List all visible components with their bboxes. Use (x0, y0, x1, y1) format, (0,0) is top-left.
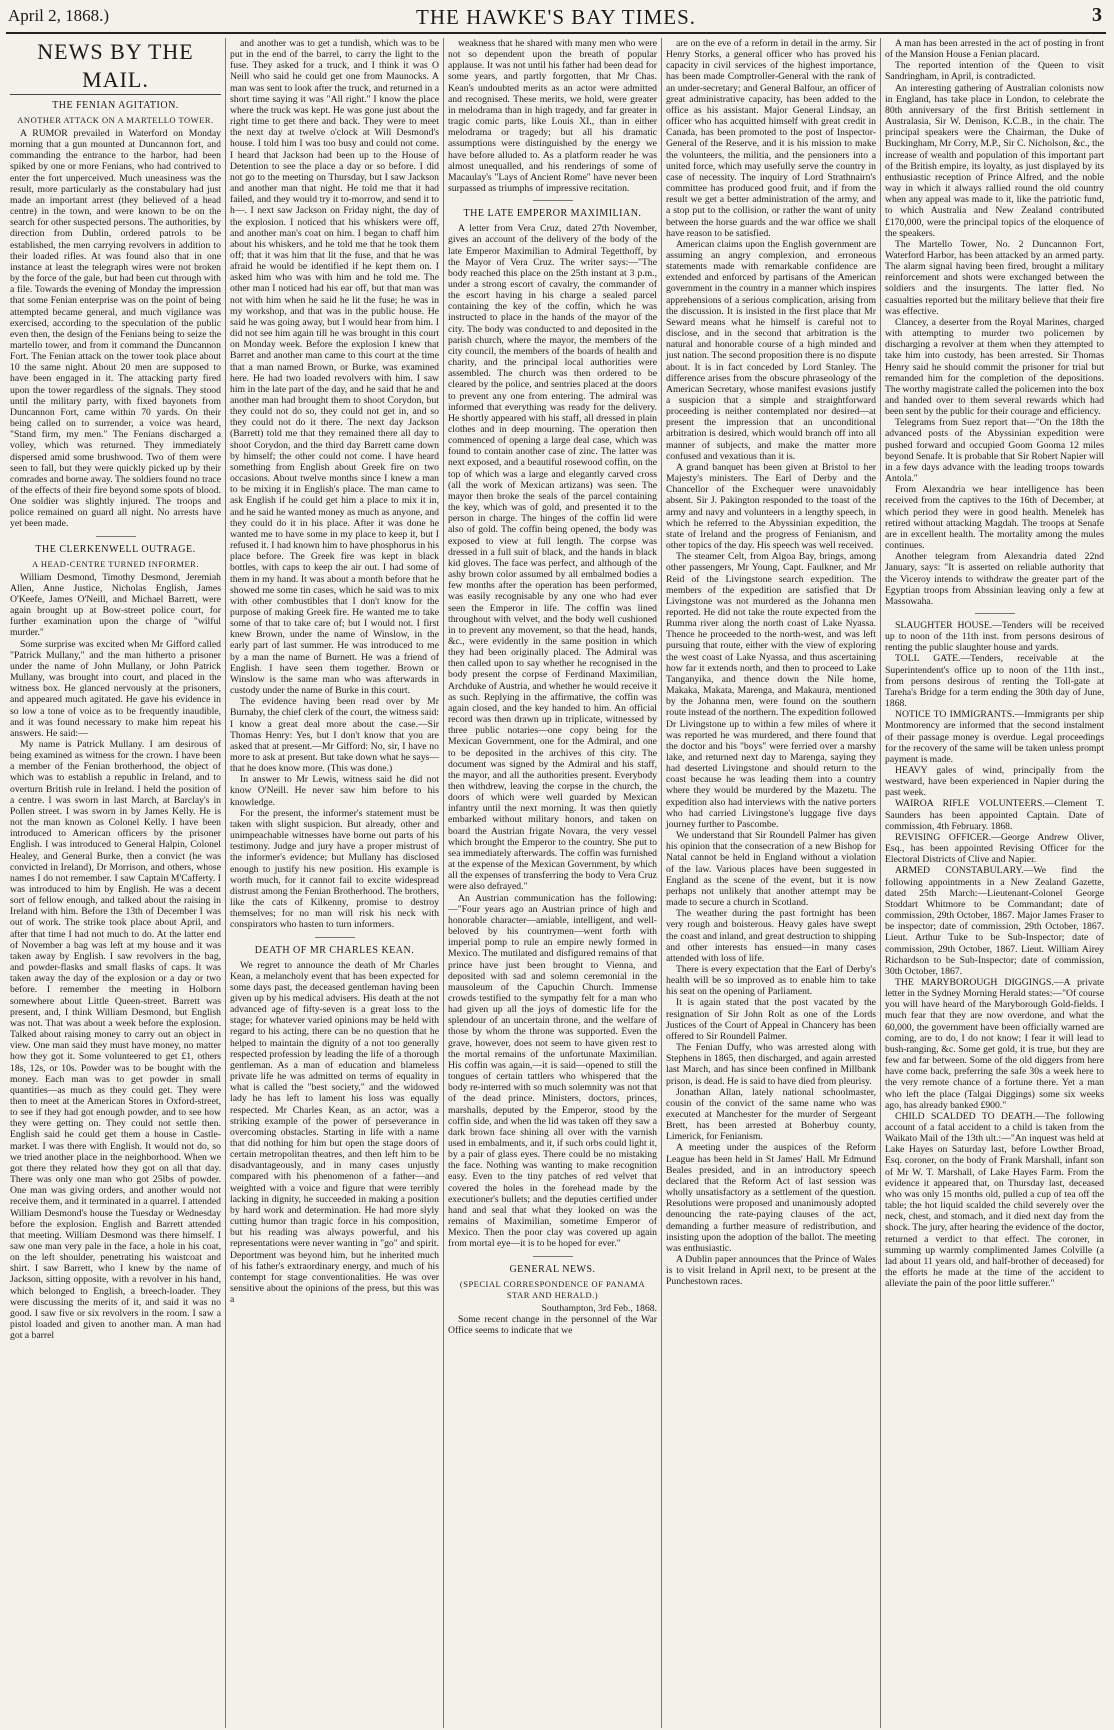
article-paragraph: TOLL GATE.—Tenders, receivable at the Superintendent's office up to noon of the 11th inst., from persons desirous of renting the Toll-gate at Tareha's Bridge for a term ending the 30th day of June, 1868. (885, 653, 1104, 710)
column-1 (6, 38, 225, 1728)
article-subtitle: (SPECIAL CORRESPONDENCE OF PANAMA STAR AND HERALD.) (459, 1278, 646, 1300)
article-paragraph: From Alexandria we hear intelligence has been received from the captives to the 16th of December, at which period they were in good health. Menelek has retired without attacking Magdah. The troops at Senafe are in excellent health. The mortality among the mules continues. (885, 484, 1104, 552)
divider (315, 937, 355, 938)
article-paragraph: SLAUGHTER HOUSE.—Tenders will be received up to noon of the 11th inst. from persons desirous of renting the public slaughter house and yards. (885, 619, 1104, 654)
article-paragraph: The weather during the past fortnight has been very rough and boisterous. Heavy gales have swept the coast and inland, and great destruction to shipping and other interests has ensued—in many cases attended with loss of life. (666, 908, 876, 964)
article-paragraph: Jonathan Allan, lately national schoolmaster, cousin of the convict of the same name who was executed at Manchester for the murder of Sergeant Brett, has been arrested at Boherbuy county, Limerick, for Fenianism. (666, 1086, 876, 1143)
article-paragraph: American claims upon the English government are assuming an angry complexion, and erroneous statements made with remarkable confidence are extended and enforced by partisans of the American government in the country in a manner which inspires apprehensions of a serious complication, arising from the discussion. It is insisted in the first place that Mr Seward means what he himself is careful not to disclose, and in the second that arbitration is the natural and honorable course of a high minded and just nation. The second proposition there is no dispute about. It is in fact conceded by Lord Stanley. The difference arises from the obscure phraseology of the American Secretary, whose manifest evasions justify a suspicion that a simple and straightforward proceeding is neither contemplated nor desired—at present the impression that an unconditional arbitration is desired, which would branch off into all manner of subjects, and make the matter more confused and vexatious than it is. (666, 238, 876, 462)
newspaper-columns (6, 38, 1108, 1728)
article-paragraph: HEAVY gales of wind, principally from the westward, have been experienced in Napier during the past week. (885, 765, 1104, 799)
article-paragraph: William Desmond, Timothy Desmond, Jeremiah Allen, Anne Justice, Nicholas English, James O'Keefe, James O'Neill, and Michael Barrett, were again brought up at Bow-street police court, for further examination upon the charge of "wilful murder." (10, 571, 221, 639)
issue-date: April 2, 1868.) (8, 6, 110, 25)
article-paragraph: The reported intention of the Queen to visit Sandringham, in April, is contradicted. (885, 60, 1104, 83)
article-paragraph: THE MARYBOROUGH DIGGINGS.—A private letter in the Sydney Morning Herald states:—"Of course you will have heard of the Maryborough Gold-fields. I much fear that they are now overdone, and what the 60,000, the government have been officially warned are coming, are to do, I do not know; I fear it will lead to bush-ranging, &c. Some get gold, it is true, but they are few and far between. Some of the old diggers from here have come back, preferring the safe 30s a week here to the very remote chance of a fortune there. Yet a man who left the place (Talgai Diggings) some six weeks ago, has already banked £900." (885, 976, 1104, 1111)
article-title: THE CLERKENWELL OUTRAGE. (35, 543, 196, 555)
newspaper-title: THE HAWKE'S BAY TIMES. (416, 5, 696, 29)
article-subtitle: ANOTHER ATTACK ON A MARTELLO TOWER. (17, 115, 214, 125)
article-title: THE LATE EMPEROR MAXIMILIAN. (463, 208, 642, 220)
article-paragraph: Some surprise was excited when Mr Gifford called "Patrick Mullany," and the man hitherto a prisoner under the name of John Mullany, or John Patrick Mullany, was brought into court, and placed in the witness box. He glanced nervously at the prisoners, and appeared much agitated. He gave his evidence in so low a tone of voice as to be frequently inaudible, and it was found necessary to make him repeat his answers. He said:— (10, 638, 221, 739)
article-title: THE FENIAN AGITATION. (52, 100, 179, 111)
article-paragraph: We regret to announce the death of Mr Charles Kean, a melancholy event that has been expected for some days past, the deceased gentleman having been given up by his medical advisers. His death at the not advanced age of fifty-seven is a great loss to the stage; for whatever varied opinions may be held with regard to his acting, there can be no question that he helped to maintain the dignity of a not too generally respected profession by leading the life of a thorough gentleman. As a man of education and blameless private life he was admitted on terms of equality in what is called the "best society," and the widowed lady he has left to lament his loss was equally respected. Mr Charles Kean, as an actor, was a striking example of the power of perseverance in overcoming obstacles. Starting in life with a name that did nothing for him but open the stage doors of certain metropolitan theatres, and then left him to be disadvantageously, and in many cases unjustly compared with his phenomenon of a father—and weighted with a voice and figure that were terribly lacking in dignity, he succeeded in making a position by hard work and determination. He had more slyly cutting humor than tragic force in his composition, but his reading was always powerful, and his representations were never wanting in "go" and spirit. Deportment was beyond him, but he inherited much of his father's extraordinary energy, and much of his contempt for stage conventionalities. He was over sensitive about the opinions of the press, but this was a (230, 959, 439, 1306)
masthead (6, 2, 1106, 34)
article-paragraph: For the present, the informer's statement must be taken with slight suspicion. But already, other and unimpeachable witnesses have borne out parts of his testimony. Judge and jury have a proper mistrust of the informer's evidence; but Mullany has disclosed enough to justify his new position. His example is worth much, for it cannot fail to excite widespread distrust among the Fenian Brotherhood. The brothers, like the cats of Kilkenny, promise to destroy themselves; for no man will risk his neck with conspirators who hasten to turn informers. (230, 807, 439, 931)
article-paragraph: A man has been arrested in the act of posting in front of the Mansion House a Fenian placard. (885, 38, 1104, 61)
dateline: Southampton, 3rd Feb., 1868. (541, 1302, 657, 1314)
article-paragraph: A meeting under the auspices of the Reform League has been held in St James' Hall. Mr Edmund Beales presided, and in an introductory speech declared that the Reform Act of last session was wholly unsatisfactory as a settlement of the question. Resolutions were proposed and unanimously adopted denouncing the rate-paying clauses of the act, demanding a further measure of redistribution, and insisting upon the adoption of the ballot. The meeting was enthusiastic. (666, 1142, 876, 1254)
divider (975, 613, 1015, 614)
column-3 (443, 38, 661, 1728)
article-paragraph: weakness that he shared with many men who were not so dependent upon the breath of popular applause. It was not until his father had been dead for some years, and partly forgotten, that Mr Chas. Kean's undoubted merits as an actor were admitted and recognised. These merits, we hold, were greater in melodrama than in high tragedy, and far greater in tragic comic parts, like Louis XI., than in either melodrama or tragedy; but all his dramatic assumptions were distinguished by the energy we have before alluded to. As a platform reader he was almost unequalled, and his renderings of some of Macaulay's "Lays of Ancient Rome" have never been surpassed as triumphs of impressive recitation. (448, 38, 657, 195)
article-paragraph: Some recent change in the personnel of the War Office seems to indicate that we (448, 1313, 657, 1336)
article-paragraph: The evidence having been read over by Mr Burnaby, the chief clerk of the court, the witness said: I know a great deal more about the case.—Sir Thomas Henry: Yes, but I don't know that you are asked that at present.—Mr Gifford: No, sir, I have no more to ask at present. But take down what he says—that he does know more. (This was done.) (230, 696, 439, 775)
column-2 (225, 38, 443, 1728)
article-paragraph: and another was to get a tundish, which was to be put in the end of the barrel, to carry the light to the fuse. They asked for a truck, and I think it was O Neill who said he could get one from Maunocks. A man was sent to look after the truck, and returned in a short time saying it was "All right." I know the place where the truck was kept. He was gone just about the right time to get there and back. They were to meet the next day at twelve o'clock at Will Desmond's house. I told him I was too busy and could not come. I heard that Jackson had been up to the House of Detention to see the place a day or so before. I did not go to the meeting on Thursday, but I saw Jackson and another man that night. He told me that it had failed, and they would try it to-morrow, and send it to h—. I next saw Jackson on Friday night, the day of the explosion. I noticed that his whiskers were off, and another man's coat on him. I began to chaff him about his whiskers, and he told me that he took them off; that it was him that lit the fuse, and that he was afraid he would be identified if he kept them on. I asked him who was with him and he told me. The other man I noticed had his ear off, but that man was not with him when he said he lit the fuse; he was in my workshop, and that was in the public house. He said he was going away, but I would hear from him. I did not see him again till he was brought in this court on Monday week. Before the explosion I knew that Barret and another man came to this court at the time that a man named Brown, or Burke, was examined here. He had two loaded revolvers with him. I saw him in the late part of the day, and he said that he and another man had brought them to shoot Corydon, but they could not do so, they could not get in, and so they could not do it there. The next day Jackson (Barrett) told me that they remained there all day to shoot Corydon, and the third day Barrett came down by himself; the other could not come. I have heard something from English about Greek fire on two occasions. About twelve months since I knew a man to be mixing it in English's place. The man came to ask English if he could get him a place to mix it in, and he said he wanted money as much as anyone, and they could do it in his place. After it was done he wanted me to have some in my place to keep it, but I refused it. I had known him to have phosphorus in his place before. The Greek fire was kept in black bottles, with caps to keep the air out. I had some of them in my hand. It was about a month before that he showed me some tin cases, which he said was to mix with other combustibles that I don't know for the purpose of making Greek fire. He wanted me to take some of that to take care of; but I would not. I first knew Brown, under the name of Winslow, in the early part of last summer. He was introduced to me by a man the name of Burnett. He was a friend of English. I have seen them together. Brown or Winslow is the same man who was afterwards in custody under the name of Burke in this court. (230, 38, 439, 697)
section-heading: NEWS BY THE MAIL. (10, 38, 221, 95)
article-paragraph: An interesting gathering of Australian colonists now in England, has take place in London, to celebrate the 80th anniversary of the first British settlement in Australasia, Sir W. Denison, K.C.B., in the chair. The principal speakers were the Chairman, the Duke of Buckingham, Mr Corry, M.P., Sir C. Nicholson, &c., the increase of wealth and population of this important part of the British empire, its loyalty, as just displayed by its enthusiastic reception of Prince Alfred, and the noble way in which it always rallied round the old country when any appeal was made to it, like the patriotic fund, to which Australia and New Zealand contributed £170,000, were the principal topics of the eloquence of the speakers. (885, 82, 1104, 239)
article-paragraph: ARMED CONSTABULARY.—We find the following appointments in a New Zealand Gazette, dated 25th March:—Lieutenant-Colonel George Stoddart Whitmore to be Commandant; date of commission, 29th October, 1867. Major James Fraser to be inspector; date of commission, 29th October, 1867. Lieut. Arthur Tuke to be Sub-Inspector; date of commission, 29th October, 1867. Lieut. William Airey Richardson to be Sub-Inspector; date of commission, 30th October, 1867. (885, 865, 1104, 977)
divider (533, 200, 573, 201)
article-paragraph: A letter from Vera Cruz, dated 27th November, gives an account of the delivery of the body of the late Emperor Maximilian to Admiral Tegetthoff, by the Mayor of Vera Cruz. The writer says:—"The body reached this place on the 25th instant at 3 p.m., under a strong escort of cavalry, the commander of the escort having in his charge a sealed parcel containing the key of the coffin, which he was instructed to place in the hands of the mayor of the city. The body was conducted to and deposited in the parish church, where the mayor, the members of the city council, the members of the boards of health and charity, and the principal local authorities were assembled. The church was then ordered to be cleared by the police, and sentries placed at the doors to prevent any one from entering. The admiral was informed that everything was ready for the delivery. He shortly appeared with his staff, all dressed in plain clothes and in deep mourning. The operation then commenced of opening a large deal case, which was found to contain another case of zinc. The latter was next exposed, and a beautiful rosewood coffin, on the top of which was a large and elegantly carved cross (all the work of Mexican artizans) was seen. The mayor then broke the seals of the parcel containing the key, which was of gold, and presented it to the person in charge. The hinges of the coffin lid were also of gold. The coffin being opened, the body was exposed to view at full length. The corpse was dressed in a full suit of black, and the hands in black kid gloves. The face was perfect, and although of the ashy brown color assumed by all embalmed bodies a few months after the operation has been performed, was easily recognisable by any one who had ever seen the Emperor in life. The coffin was lined throughout with velvet, and the body well cushioned in to prevent any movement, so that the head, hands, &c., were evidently in the same position in which they had been originally placed. The Admiral was then called upon to say whether he recognised in the body present the corpse of Ferdinand Maximilian, Archduke of Austria, and whether he would receive it as such. Replying in the affirmative, the coffin was again closed, and the key handed to him. An official record was then drawn up in triplicate, witnessed by three public notaries—one copy being for the Mexican Government, one for the Admiral, and one to be deposited in the archives of this city. The document was signed by the Admiral and his staff, the mayor, and all the authorities present. Everybody then withdrew, leaving the corpse in the church, the doors of which were well guarded by Mexican infantry until the next morning. It was then quietly embarked without military honors, and taken on board the Austrian frigate Novara, the very vessel which brought the Emperor to the country. She put to sea immediately afterwards. The coffin was furnished at the expense of the Mexican Government, by which all the expenses of transferring the body to Vera Cruz were also defrayed." (448, 223, 657, 893)
article-paragraph: Telegrams from Suez report that—"On the 18th the advanced posts of the Abyssinian expedition were pushed forward and occupied Goom Gooma 12 miles beyond Senafe. It is probable that Sir Robert Napier will in a few days advance with the leading troops towards Antola." (885, 417, 1104, 485)
article-paragraph: The Martello Tower, No. 2 Duncannon Fort, Waterford Harbor, has been attacked by an armed party. The alarm signal having been fired, brought a military reinforcement and shots were exchanged between the soldiers and the insurgents. The latter fled. No casualties reported but the military believe that their fire was effective. (885, 238, 1104, 317)
page-number: 3 (1092, 4, 1102, 26)
article-paragraph: A Dublin paper announces that the Prince of Wales is to visit Ireland in April next, to be present at the Punchestown races. (666, 1254, 876, 1288)
article-paragraph: There is every expectation that the Earl of Derby's health will be so improved as to enable him to take his seat on the opening of Parliament. (666, 963, 876, 998)
article-paragraph: We understand that Sir Roundell Palmer has given his opinion that the consecration of a new Bishop for Natal cannot be held in England without a violation of the law. Various places have been suggested in England as the scene of the event, but it is now perhaps not unlikely that another attempt may be made to secure a church in Scotland. (666, 830, 876, 909)
article-title: DEATH OF MR CHARLES KEAN. (254, 944, 415, 956)
article-paragraph: The steamer Celt, from Algoa Bay, brings, among other passengers, Mr Young, Capt. Faulkner, and Mr Reid of the Livingstone search expedition. The members of the expedition are satisfied that Dr Livingstone was not murdered as the Johanna men reported. He did not take the route expected from the Rumma river along the north coast of Lake Nyassa. Thence he proceeded to the north-west, and was left pursuing that route, either with the view of exploring the west coast of Lake Nyassa, and thus ascertaining how far it extends north, and then to proceed to Lake Tanganyika, and thence down the Nile home, Makaka, Makata, Marenga, and Makaura, mentioned by the Johanna men, were found on the southern route instead of the northern. The expedition followed Dr Livingstone up to within a few miles of where it was reported he was murdered, and there found that the doctor and his "boys" were ferried over a marshy lake, and returned next day to Marenga, saying they had deserted Livingstone and should return to the coast because he was leading them into a country where they would be murdered by the Mazetu. The expedition also had interviews with the native porters who had carried Livingstone's luggage five days journey further to Pascombe. (666, 551, 876, 830)
article-paragraph: CHILD SCALDED TO DEATH.—The following account of a fatal accident to a child is taken from the Waikato Mail of the 13th ult.:—"An inquest was held at Lake Hayes on Saturday last, before Lowther Broad, Esq. coroner, on the body of Frank Marshall, infant son of Mr W. T. Marshall, of Lake Hayes Farm. From the evidence it appeared that, on Thursday last, deceased who was only 15 months old, pulled a cup of tea off the table; the hot liquid scalded the child severely over the neck, chest, and stomach, and it died next day from the shock. The jury, after hearing the evidence of the doctor, returned a verdict to that effect. The coroner, in summing up warmly complimented James Colville (a lad about 11 years old, and half-brother of deceased) for the efforts he made at the time of the accident to alleviate the pain of the poor little sufferer." (885, 1110, 1104, 1290)
article-paragraph: WAIROA RIFLE VOLUNTEERS.—Clement T. Saunders has been appointed Captain. Date of commission, 4th February. 1868. (885, 798, 1104, 832)
divider (533, 1256, 573, 1257)
article-paragraph: are on the eve of a reform in detail in the army. Sir Henry Storks, a general officer who has proved his capacity in civil services of the highest importance, has been made Comptroller-General with the rank of an under-secretary; and General Balfour, an officer of great administrative capacity, has been added to the office as his assistant. Major General Lindsay, an officer who has acquitted himself with great credit in Canada, has been promoted to the post of Inspector-General of the Reserve, and it is his mission to make the volunteers, the militia, and the pensioners into a united force, which may usefully serve the country in case of necessity. The inquiry of Lord Strathnairn's committee has produced good fruit, and if from the result we get a better administration of the army, and a stop put to the collision, or rather the want of unity between the horse guards and the war office we shall have reason to be satisfied. (666, 38, 876, 239)
column-4 (661, 38, 880, 1728)
divider (96, 536, 136, 537)
article-paragraph: Clancey, a deserter from the Royal Marines, charged with attempting to murder two policemen by discharging a revolver at them when they attempted to take him into custody, has been arrested. Sir Thomas Henry said he should commit the prisoner for trial but remanded him for the completion of the depositions. The worthy magistrate called the policemen into the box and handed over to them several rewards which had been sent by the public for their courage and efficiency. (885, 316, 1104, 418)
article-subtitle: A HEAD-CENTRE TURNED INFORMER. (32, 558, 199, 569)
article-paragraph: It is again stated that the post vacated by the resignation of Sir John Rolt as one of the Lords Justices of the Court of Appeal in Chancery has been offered to Sir Roundell Palmer. (666, 997, 876, 1042)
article-paragraph: NOTICE TO IMMIGRANTS.—Immigrants per ship Montmorency are informed that the second instalment of their passage money is overdue. Legal proceedings for the recovery of the same will be taken unless prompt payment is made. (885, 709, 1104, 765)
article-paragraph: An Austrian communication has the following:—"Four years ago an Austrian prince of high and honorable character—amiable, intelligent, and well-beloved by his countrymen—went forth with imperial pomp to rule an empire newly formed in Mexico. The mutilated and disfigured remains of that prince have just been brought to Vienna, and deposited with sad and solemn ceremonial in the mausoleum of the Capuchin Church. Immense crowds testified to the sympathy felt for a man who had given up all the joys of domestic life for the splendour of an uncertain throne, and the welfare of those by whom the throne was supported. Even the grave, however, does not seem to have given rest to the mortal remains of the unfortunate Maximilian. His coffin was again,—it is said—opened to still the tongues of certain tattlers who whispered that the body re-interred with so much solemnity was not that of the dead prince. Ministers, doctors, princes, marshalls, deputed by the Emperor, stood by the coffin side, and when the lid was taken off they saw a dark brown face shining all over with the varnish used in embalments, and it, if such orbs could light it, by a pair of glass eyes. There could be no mistaking the face. Nothing was wanting to make recognition easy. Even to the tiny patches of red velvet that covered the holes in the forehead made by the executioner's bullets; and the deputies certified under hand and seal that what they looked on was the remains of Maximilian, sometime Emperor of Mexico. Then the poor clay was covered up again from mortal eye—it is to be hoped for ever." (448, 892, 657, 1250)
article-title: GENERAL NEWS. (509, 1263, 596, 1275)
column-5 (880, 38, 1108, 1728)
article-paragraph: Another telegram from Alexandria dated 22nd January, says: "It is asserted on reliable authority that the Viceroy intends to withdraw the greater part of the Egyptian troops from Abssinian leaving only a few at Massowaha. (885, 551, 1104, 607)
article-paragraph: My name is Patrick Mullany. I am desirous of being examined as witness for the crown. I have been a member of the Fenian brotherhood, the object of which was to establish a republic in Ireland, and to overturn British rule in Ireland. I held the position of a centre. I was sworn in last March, at Barclay's in Pollen street. I was sworn in by James Kelly. He is not the man known as Colonel Kelly. I have been introduced to American officers by the prisoner English. I was introduced to General Halpin, Colonel Healey, and General Burke, then a convict (he was convicted in Ireland), Dr Morrison, and others, whose names I do not remember. I saw Captain M'Cafferty. I was introduced to him by English. He was a decent sort of fellow enough, and talked about the raising in Ireland with him. Before the 13th of December I was out of work. The strike took place about April, and after that time I had not much to do. At the latter end of November a bag was left at my house and it was taken away by English. I saw revolvers in the bag, and powder-flasks and small flasks of caps. It was taken away the day of the explosion or a day or two before. I remember the meeting in Holborn somewhere about Little Queen-street. Barrett was present, and, I think William Desmond, but English was not. That was about a week before the explosion. Talked about raising money to carry out an object in view. One man said they must have money, no matter how they got it. Some volunteered to get £1, others 18s, 12s, or 10s. Powder was to be bought with the money. Each man was to get powder in small quantities—as much as they could get. They were then to meet at the American Stores in Oxford-street, to see if they had got enough powder, and to see how they were getting on. They could not settle then. English said he could get them a house in Castle-market. I was there with English. It would not do, so we tried another place in the neighborhood. When we got there they related how they got on all that day. There was only one man who got 25lbs of powder. One man was giving orders, and another would not receive them, and it terminated in a quarrel. I attended William Desmond's house the Tuesday or Wednesday before the explosion. English and Barrett attended that meeting. William Desmond was there himself. I saw one man very pale in the face, a hole in his coat, on the left shoulder, penetrating his waistcoat and shirt. I saw Barrett, who I knew by the name of Jackson, sitting opposite, with a revolver in his hand, which belonged to English, a breech-loader. They were discussing the merits of it, and said it was no good. I saw five or six revolvers in the room. I saw a pistol loaded and given to another man. A man had got a barrel (10, 738, 221, 1342)
article-paragraph: A RUMOR prevailed in Waterford on Monday morning that a gun mounted at Duncannon fort, and commanding the entrance to the harbor, had been spiked by one or more Fenians, who had contrived to enter the fort unperceived. Much uneasiness was the result, more particularly as the constabulary had just made an important arrest (they believed of a head centre) in the town, and were known to be on the search for other suspected persons. The authorities, by direction from Dublin, ordered patrols to be established, the men carrying revolvers in addition to their loaded rifles. At was found also that in one instance at least the telegraph wires were not broken by the force of the gale, but had been cut through with a file. Towards the evening of Monday the impression that some Fenian enterprise was on the point of being attempted became general, and much vigilance was exercised, according to the speculation of the public even then, the design of the Fenians being to seize the martello tower, and from it command the Duncannon Fort. The Fenian attack on the tower took place about 10 the same night. About 20 men are supposed to have been engaged in it. The attacking party fired upon the tower regardless of the signals. They stood until the military party, with fixed bayonets from Duncannon Fort, came within 70 yards. On their being called on to surrender, a voice was heard, "Stand firm, my men." The Fenians discharged a volley, which was returned. They immediately dispersed amid some brushwood. Two of them were seen to fall, but they were quickly picked up by their comrades and borne away. The soldiers found no trace of the effects of their fire beyond some spots of blood. One soldier was slightly injured. The troops and police remained on guard all night. No arrests have yet been made. (10, 128, 221, 530)
article-paragraph: The Fenian Duffy, who was arrested along with Stephens in 1865, then discharged, and again arrested last March, and has since been confined in Millbank prison, is dead. He is said to have died from pleurisy. (666, 1042, 876, 1087)
article-paragraph: REVISING OFFICER.—George Andrew Oliver, Esq., has been appointed Revising Officer for the Electoral Districts of Clive and Napier. (885, 831, 1104, 866)
article-paragraph: A grand banquet has been given at Bristol to her Majesty's ministers. The Earl of Derby and the Chancellor of the Exchequer were unavoidably absent. Sir J. Pakington responded to the toast of the army and navy and volunteers in a lengthy speech, in which he referred to the Abyssinian expedition, the state of Ireland and the progress of Fenianism, and other topics of the day. His speech was well received. (666, 461, 876, 552)
article-paragraph: In answer to Mr Lewis, witness said he did not know O'Neill. He never saw him before to his knowledge. (230, 774, 439, 808)
